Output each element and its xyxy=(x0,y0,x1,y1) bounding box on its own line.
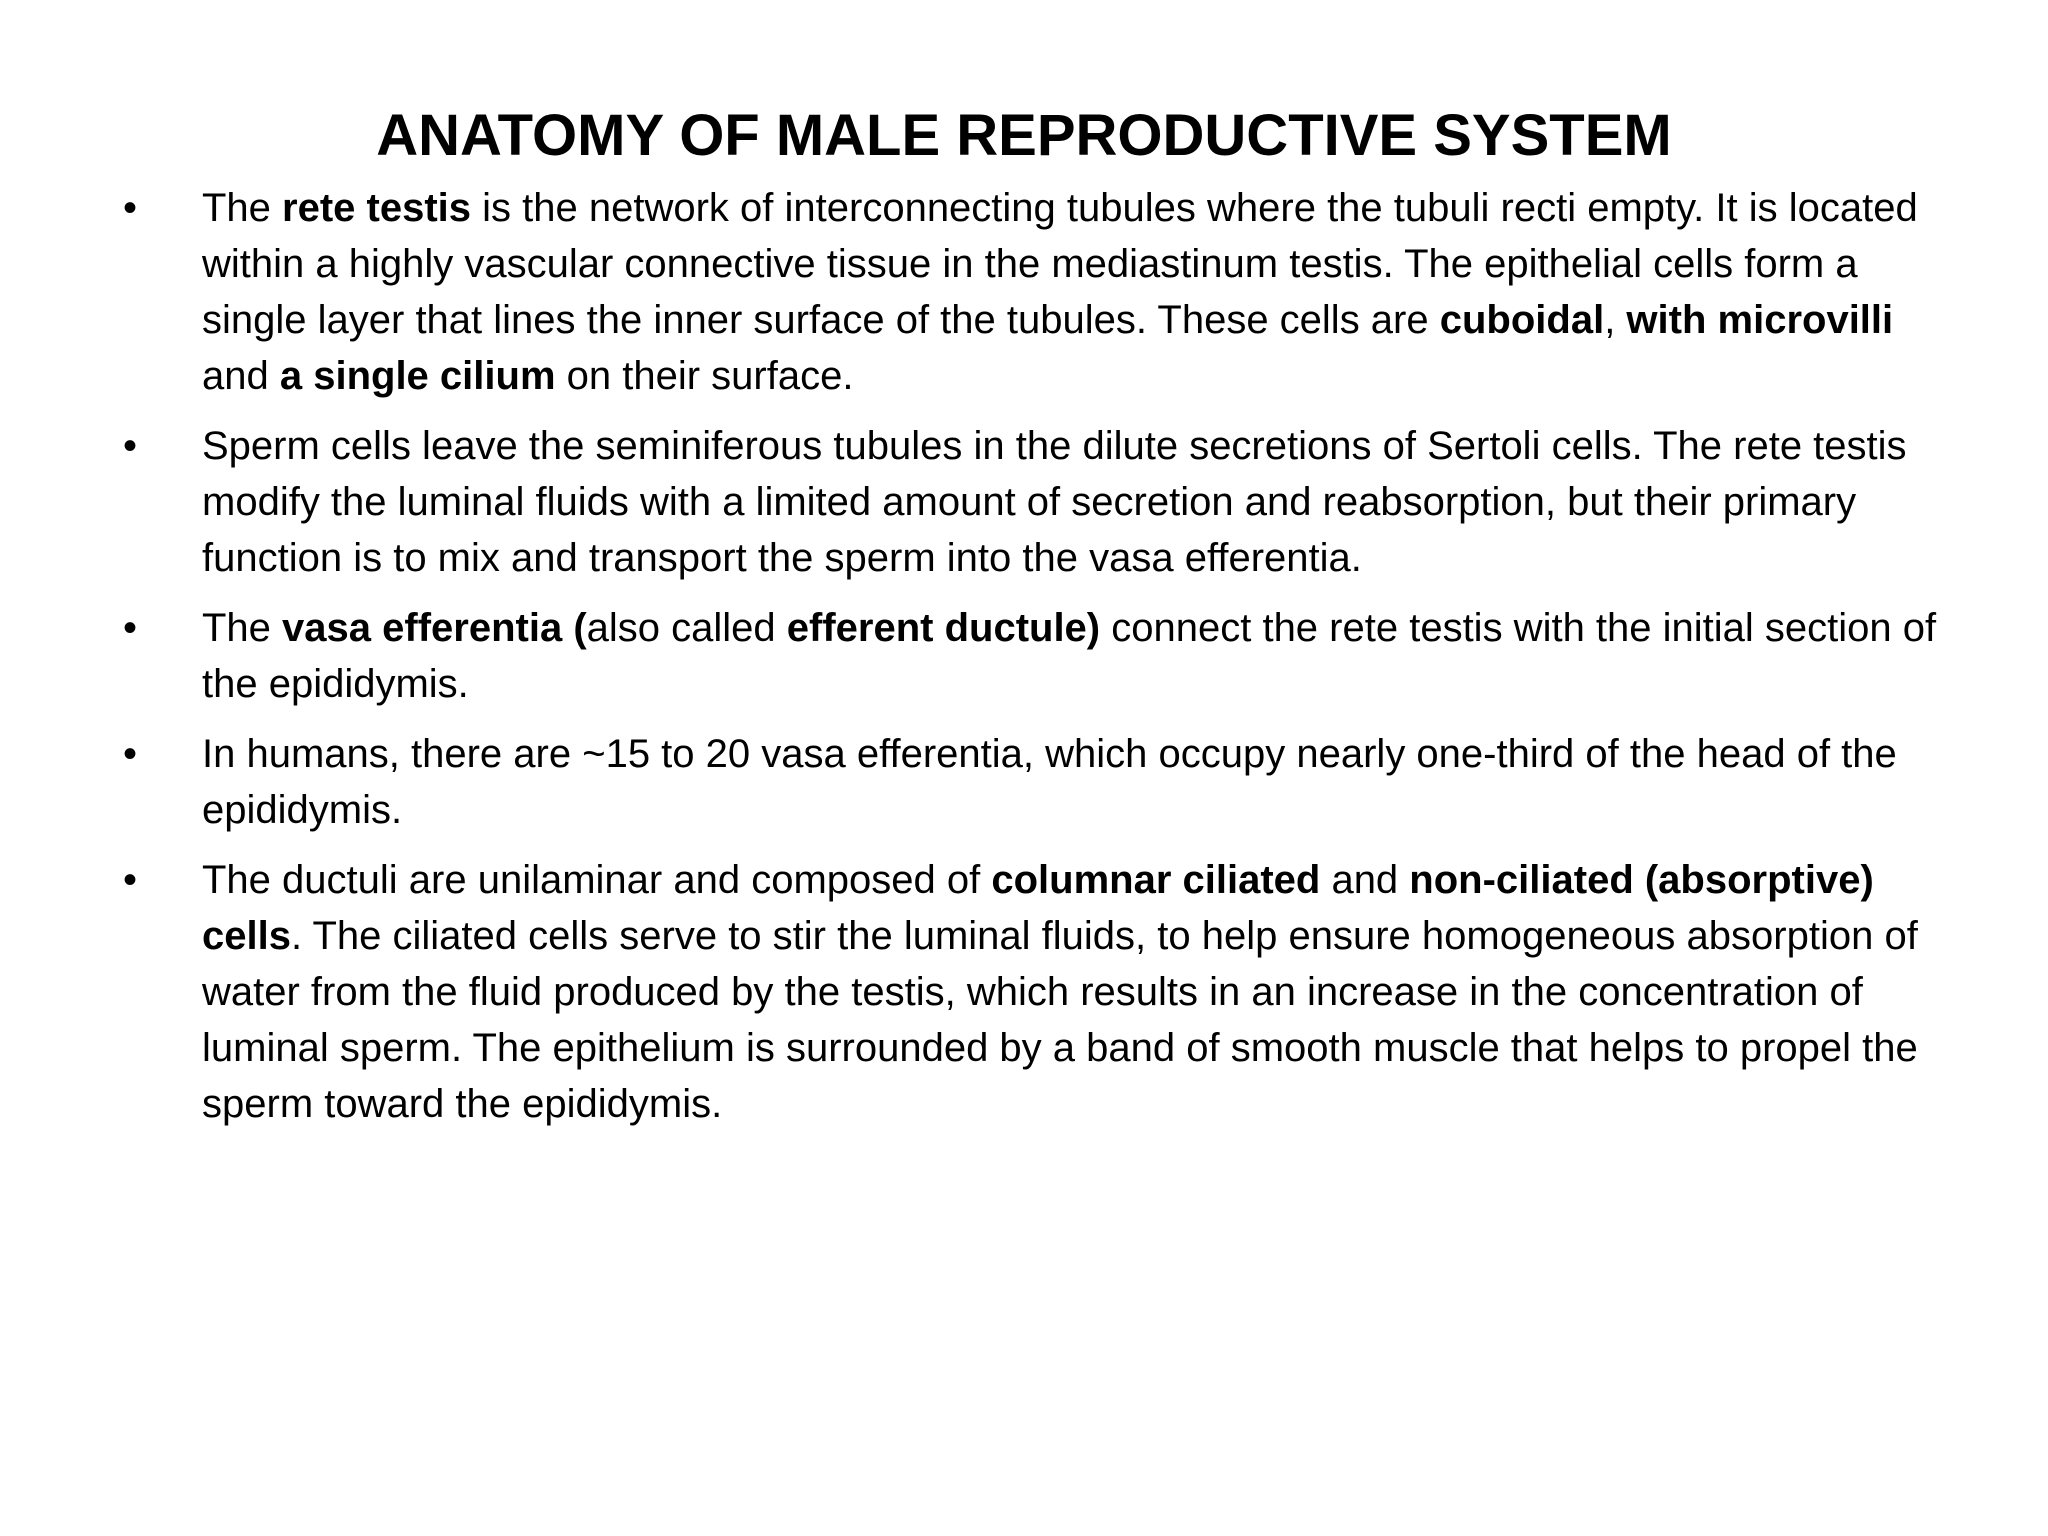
bold-term: non-ciliated (absorptive) cells xyxy=(202,858,1874,958)
slide-title: ANATOMY OF MALE REPRODUCTIVE SYSTEM xyxy=(376,103,1672,168)
bold-term: a single cilium xyxy=(279,354,556,398)
bullet-text xyxy=(202,732,1897,832)
bullet-item xyxy=(120,600,1950,712)
bullet-icon: • xyxy=(123,186,138,230)
text-segment: . The ciliated cells serve to stir the luminal fluids, to help ensure homogeneous absorption of water from the fluid produced by the testis, which results in an increase in the concentration of luminal sperm. The epithelium is surrounded by a band of smooth muscle that helps to propel the sperm toward the epididymis. xyxy=(202,914,1918,1126)
bullet-text xyxy=(202,186,1918,398)
text-segment: connect the rete testis with the initial section of the epididymis. xyxy=(202,606,1937,706)
bullet-icon: • xyxy=(123,732,138,776)
bold-term: columnar ciliated xyxy=(991,858,1321,902)
text-segment: The xyxy=(202,186,283,230)
text-segment: In humans, there are ~15 to 20 vasa efferentia, which occupy nearly one-third of the head of the epididymis. xyxy=(202,732,1897,832)
bullet-icon: • xyxy=(123,858,138,902)
bullet-item xyxy=(120,852,1950,1132)
bullet-item xyxy=(120,180,1950,404)
bullet-item xyxy=(120,418,1950,586)
bullet-item xyxy=(120,726,1950,838)
bullet-text xyxy=(202,606,1936,706)
text-segment: , xyxy=(1604,298,1627,342)
text-segment: The ductuli are unilaminar and composed of xyxy=(202,858,992,902)
bullet-icon: • xyxy=(123,424,138,468)
bold-term: vasa efferentia ( xyxy=(282,606,587,650)
bold-term: efferent ductule) xyxy=(786,606,1101,650)
bold-term: cuboidal xyxy=(1439,298,1605,342)
bullet-text xyxy=(202,424,1907,580)
text-segment: on their surface. xyxy=(555,354,854,398)
bullet-list xyxy=(120,180,1950,1146)
text-segment: Sperm cells leave the seminiferous tubules in the dilute secretions of Sertoli cells. The rete testis modify the luminal fluids with a limited amount of secretion and reabsorption, but their primary function is to mix and transport the sperm into the vasa efferentia. xyxy=(202,424,1907,580)
text-segment: The xyxy=(202,606,283,650)
text-segment: and xyxy=(202,354,280,398)
text-segment: is the network of interconnecting tubules where the tubuli recti empty. It is located within a highly vascular connective tissue in the mediastinum testis. The epithelial cells form a single layer that lines the inner surface of the tubules. These cells are xyxy=(202,186,1918,342)
text-segment: and xyxy=(1320,858,1410,902)
bold-term: with microvilli xyxy=(1626,298,1894,342)
bold-term: rete testis xyxy=(282,186,472,230)
bullet-icon: • xyxy=(123,606,138,650)
text-segment: also called xyxy=(586,606,787,650)
bullet-text xyxy=(202,858,1918,1126)
